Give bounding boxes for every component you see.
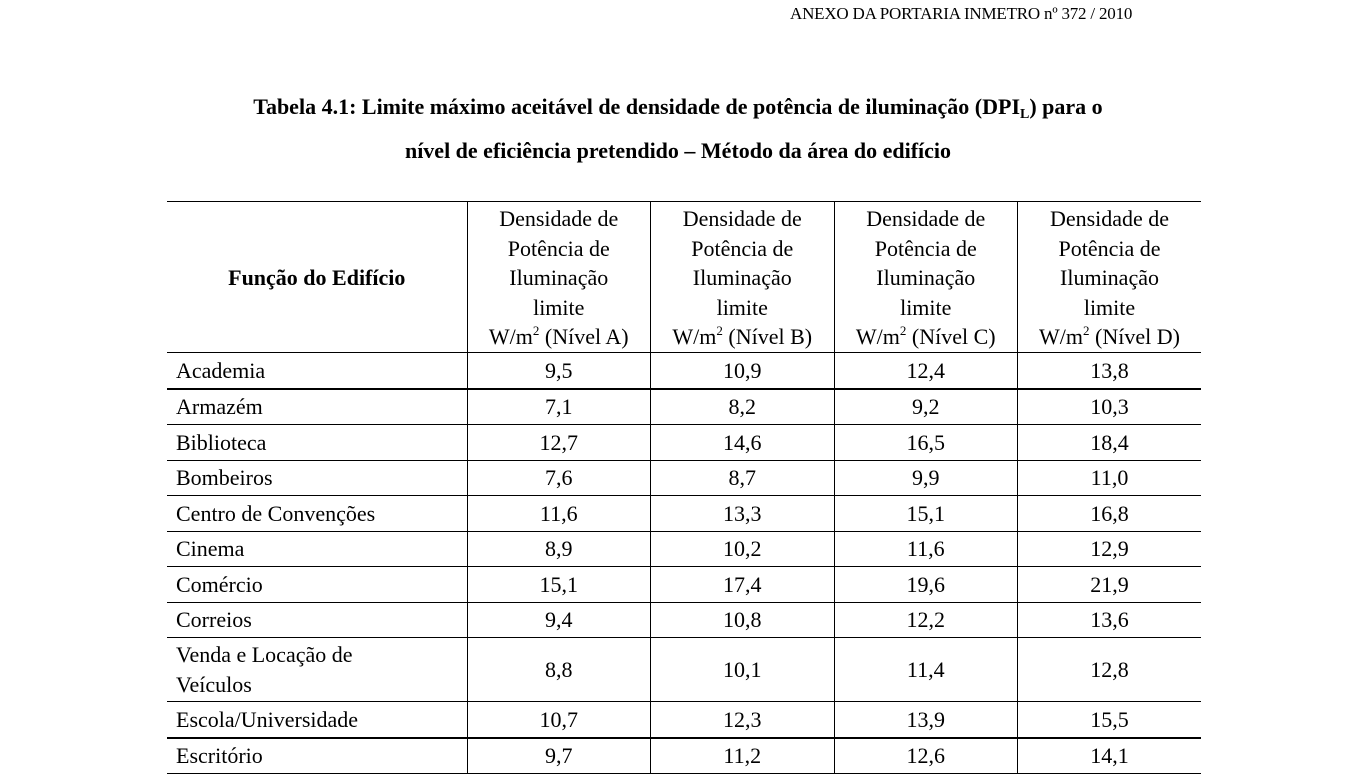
unit-exponent: 2 [899,323,907,339]
header-line: Densidade de [682,206,802,232]
cell-level-c: 16,5 [834,425,1018,461]
name-line: Veículos [176,671,252,697]
cell-level-c: 15,1 [834,496,1018,532]
cell-level-c: 19,6 [834,567,1018,603]
caption-text: Tabela 4.1: Limite máximo aceitável de densidade de potência de iluminação (DPI [253,94,1021,119]
caption-line-1 [150,85,1206,129]
unit-exponent: 2 [1083,323,1090,339]
unit-base: W/m [855,324,900,350]
header-funcao: Função do Edifício [167,202,467,353]
row-function-name: Escola/Universidade [167,702,467,738]
cell-level-b: 10,8 [651,602,835,638]
cell-level-c: 11,4 [834,638,1018,702]
cell-level-a: 7,6 [467,460,651,496]
header-line: limite [1083,294,1136,320]
cell-level-a: 8,9 [467,531,651,567]
cell-level-d: 13,6 [1018,602,1202,638]
row-function-name: Comércio [167,567,467,603]
header-line: Potência de [691,235,794,261]
cell-level-a: 7,1 [467,389,651,425]
header-line: Iluminação [876,265,976,291]
table-row [167,353,1201,389]
cell-level-b: 17,4 [651,567,835,603]
header-line: Densidade de [1049,206,1170,232]
cell-level-c: 9,9 [834,460,1018,496]
level-label: (Nível C) [911,324,996,350]
cell-level-b: 12,3 [651,702,835,738]
header-line: Densidade de [499,206,619,232]
dpi-table [167,201,1201,774]
table-row [167,531,1201,567]
table-row [167,567,1201,603]
header-line: limite [533,294,585,320]
cell-level-a: 9,5 [467,353,651,389]
unit-exponent: 2 [532,323,540,339]
cell-level-c: 12,2 [834,602,1018,638]
unit-exponent: 2 [716,323,723,339]
row-function-name [167,638,467,702]
cell-level-c: 9,2 [834,389,1018,425]
table-row [167,738,1201,774]
header-level-a [467,202,651,353]
unit-base: W/m [1039,324,1084,350]
cell-level-a: 8,8 [467,638,651,702]
cell-level-c: 12,6 [834,738,1018,774]
row-function-name: Correios [167,602,467,638]
table-caption [150,85,1206,173]
cell-level-d: 16,8 [1018,496,1202,532]
cell-level-b: 8,2 [651,389,835,425]
header-line: Iluminação [692,265,792,291]
header-line: Iluminação [1060,265,1159,291]
header-line: Densidade de [866,206,986,232]
header-line: Potência de [507,235,610,261]
header-line: Potência de [874,235,977,261]
cell-level-b: 10,1 [651,638,835,702]
row-function-name: Biblioteca [167,425,467,461]
cell-level-d: 15,5 [1018,702,1202,738]
cell-level-a: 15,1 [467,567,651,603]
table-row [167,638,1201,702]
header-line: Potência de [1058,235,1161,261]
cell-level-b: 14,6 [651,425,835,461]
cell-level-d: 12,8 [1018,638,1202,702]
unit-base: W/m [672,324,717,350]
cell-level-a: 10,7 [467,702,651,738]
cell-level-d: 21,9 [1018,567,1202,603]
cell-level-a: 9,4 [467,602,651,638]
table-row [167,460,1201,496]
row-function-name: Bombeiros [167,460,467,496]
cell-level-b: 10,9 [651,353,835,389]
unit-base: W/m [488,324,533,350]
cell-level-d: 18,4 [1018,425,1202,461]
caption-line-2: nível de eficiência pretendido – Método da área do edifício [404,138,952,163]
header-line: limite [900,294,952,320]
cell-level-d: 11,0 [1018,460,1202,496]
document-reference: ANEXO DA PORTARIA INMETRO nº 372 / 2010 [790,4,1133,23]
cell-level-c: 12,4 [834,353,1018,389]
cell-level-b: 11,2 [651,738,835,774]
header-unit [651,322,834,352]
row-function-name: Academia [167,353,467,389]
table-row [167,702,1201,738]
cell-level-d: 13,8 [1018,353,1202,389]
table-row [167,496,1201,532]
caption-subscript: L [1020,107,1030,122]
cell-level-a: 12,7 [467,425,651,461]
cell-level-a: 11,6 [467,496,651,532]
table-header-row [167,202,1201,353]
header-level-b [651,202,835,353]
cell-level-b: 13,3 [651,496,835,532]
header-line: Iluminação [509,265,609,291]
cell-level-b: 10,2 [651,531,835,567]
cell-level-c: 11,6 [834,531,1018,567]
header-line: limite [716,294,768,320]
caption-text: ) para o [1029,94,1103,119]
cell-level-d: 10,3 [1018,389,1202,425]
header-level-c [834,202,1018,353]
row-function-name: Cinema [167,531,467,567]
name-line: Venda e Locação de [176,642,353,667]
cell-level-c: 13,9 [834,702,1018,738]
cell-level-b: 8,7 [651,460,835,496]
table-row [167,389,1201,425]
row-function-name: Armazém [167,389,467,425]
table-row [167,602,1201,638]
row-function-name: Centro de Convenções [167,496,467,532]
level-label: (Nível A) [544,324,629,350]
table-row [167,425,1201,461]
cell-level-d: 12,9 [1018,531,1202,567]
row-function-name: Escritório [167,738,467,774]
level-label: (Nível B) [728,324,813,350]
cell-level-d: 14,1 [1018,738,1202,774]
header-level-d [1018,202,1202,353]
level-label: (Nível D) [1095,324,1180,350]
header-unit [468,322,651,352]
cell-level-a: 9,7 [467,738,651,774]
header-unit [1018,322,1201,352]
header-unit [835,322,1018,352]
